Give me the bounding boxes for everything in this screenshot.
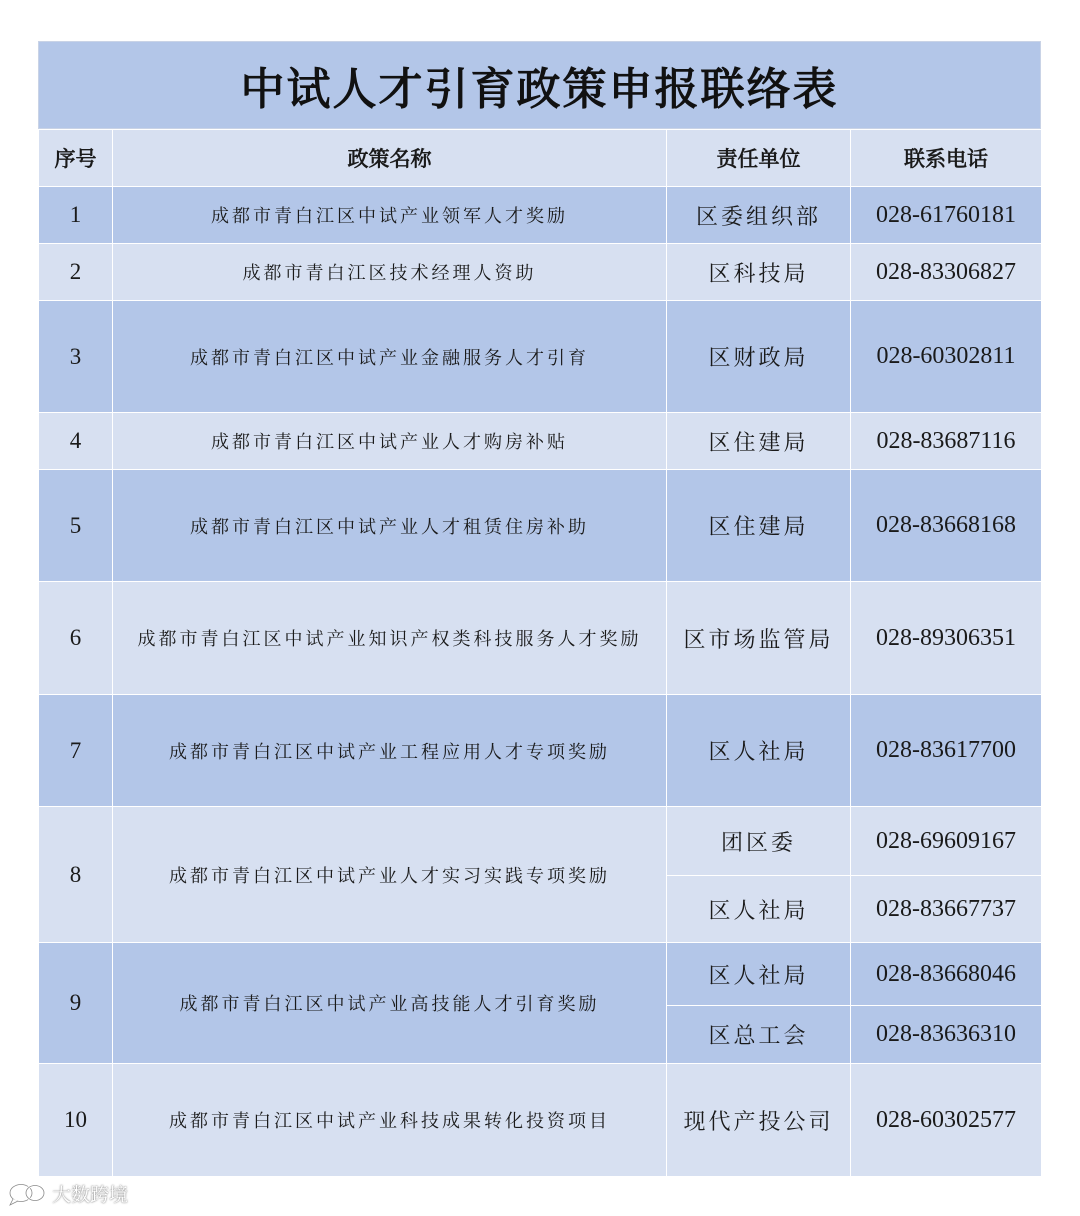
phone-number: 028-83668046 [851,943,1042,1006]
responsible-unit: 区财政局 [667,301,851,413]
policy-name: 成都市青白江区中试产业人才租赁住房补助 [113,470,667,582]
header-row [39,130,1042,187]
phone-number: 028-83636310 [851,1006,1042,1064]
phone-number: 028-83667737 [851,876,1042,943]
table-row [39,695,1042,807]
table-row [39,187,1042,244]
policy-contact-table [38,129,1042,1177]
speech-bubble-logo-icon [8,1182,46,1206]
table-row [39,1064,1042,1177]
watermark [8,1180,128,1207]
row-number: 1 [39,187,113,244]
policy-name: 成都市青白江区中试产业人才实习实践专项奖励 [113,807,667,943]
responsible-unit: 现代产投公司 [667,1064,851,1177]
responsible-unit: 区科技局 [667,244,851,301]
phone-number: 028-83306827 [851,244,1042,301]
responsible-unit: 区住建局 [667,413,851,470]
policy-name: 成都市青白江区技术经理人资助 [113,244,667,301]
responsible-unit: 区人社局 [667,876,851,943]
phone-number: 028-83668168 [851,470,1042,582]
table-row [39,413,1042,470]
policy-name: 成都市青白江区中试产业人才购房补贴 [113,413,667,470]
header-no: 序号 [39,130,113,187]
table-row [39,301,1042,413]
row-number: 10 [39,1064,113,1177]
table-row [39,943,1042,1006]
phone-number: 028-83617700 [851,695,1042,807]
row-number: 7 [39,695,113,807]
phone-number: 028-83687116 [851,413,1042,470]
row-number: 4 [39,413,113,470]
responsible-unit: 团区委 [667,807,851,876]
policy-name: 成都市青白江区中试产业科技成果转化投资项目 [113,1064,667,1177]
responsible-unit: 区总工会 [667,1006,851,1064]
table-row [39,582,1042,695]
watermark-text: 大数跨境 [52,1184,129,1206]
phone-number: 028-69609167 [851,807,1042,876]
header-policy: 政策名称 [113,130,667,187]
table-row [39,244,1042,301]
contact-sheet [38,41,1041,1177]
responsible-unit: 区市场监管局 [667,582,851,695]
row-number: 8 [39,807,113,943]
row-number: 6 [39,582,113,695]
responsible-unit: 区住建局 [667,470,851,582]
policy-name: 成都市青白江区中试产业金融服务人才引育 [113,301,667,413]
row-number: 5 [39,470,113,582]
phone-number: 028-61760181 [851,187,1042,244]
row-number: 9 [39,943,113,1064]
policy-name: 成都市青白江区中试产业领军人才奖励 [113,187,667,244]
header-tel: 联系电话 [851,130,1042,187]
policy-name: 成都市青白江区中试产业工程应用人才专项奖励 [113,695,667,807]
phone-number: 028-60302577 [851,1064,1042,1177]
table-row [39,807,1042,876]
row-number: 2 [39,244,113,301]
responsible-unit: 区人社局 [667,695,851,807]
header-unit: 责任单位 [667,130,851,187]
phone-number: 028-60302811 [851,301,1042,413]
row-number: 3 [39,301,113,413]
responsible-unit: 区委组织部 [667,187,851,244]
table-row [39,470,1042,582]
responsible-unit: 区人社局 [667,943,851,1006]
phone-number: 028-89306351 [851,582,1042,695]
table-title: 中试人才引育政策申报联络表 [38,41,1041,129]
policy-name: 成都市青白江区中试产业知识产权类科技服务人才奖励 [113,582,667,695]
policy-name: 成都市青白江区中试产业高技能人才引育奖励 [113,943,667,1064]
